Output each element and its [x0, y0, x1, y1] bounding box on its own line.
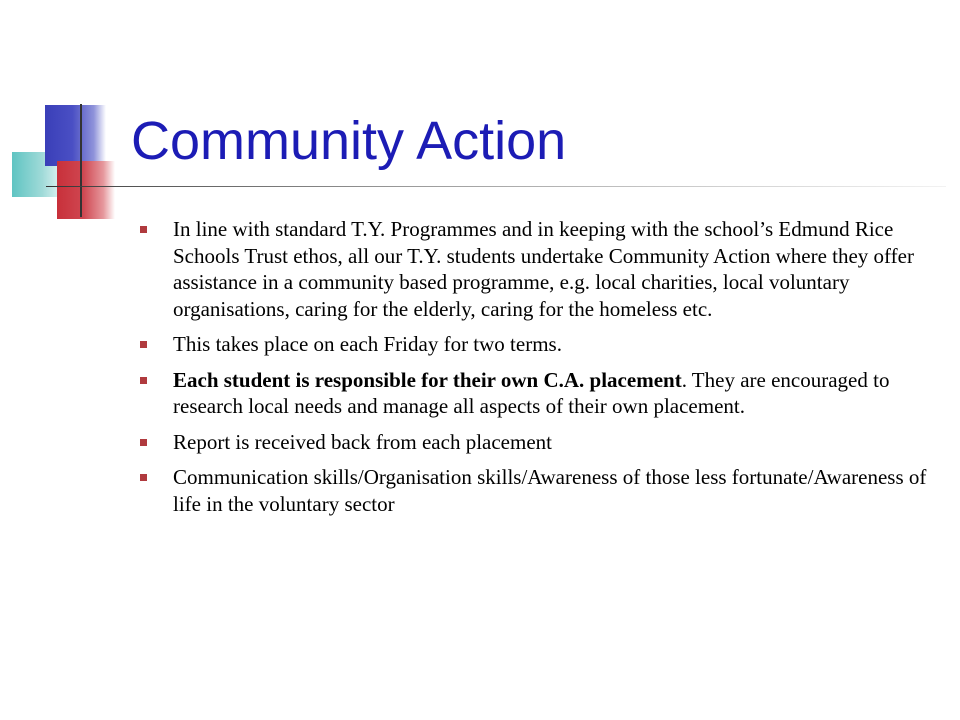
square-bullet-icon: [140, 377, 147, 384]
bullet-text: . They are encouraged to research local needs and manage all aspects of their own placement.: [173, 367, 890, 418]
title-underline: [46, 186, 946, 187]
bullet-text: This takes place on each Friday for two terms.: [173, 332, 562, 356]
slide-title: Community Action: [131, 111, 567, 171]
bullet-text: Report is received back from each placement: [173, 429, 552, 454]
decorative-blue-block: [45, 105, 106, 166]
square-bullet-icon: [140, 474, 147, 481]
square-bullet-icon: [140, 439, 147, 446]
bullet-bold-text: Each student is responsible for their own C.A. placement: [173, 367, 682, 392]
bullet-item: [137, 367, 937, 420]
bullet-text: Communication skills/Organisation skills/Awareness of those less fortunate/Awareness of life in the voluntary sector: [173, 465, 927, 516]
bullet-list: [137, 216, 937, 526]
square-bullet-icon: [140, 341, 147, 348]
bullet-item: [137, 216, 937, 322]
decorative-vertical-line: [80, 104, 82, 217]
bullet-item: [137, 464, 937, 517]
bullet-text: In line with standard T.Y. Programmes and in keeping with the school’s Edmund Rice Schools Trust ethos, all our T.Y. students undertake Community Action where they offer assistance in a community based programme, e.g. local charities, local voluntary organisations, caring for the elderly, caring for the homeless etc.: [173, 217, 914, 321]
square-bullet-icon: [140, 226, 147, 233]
bullet-item: [137, 429, 937, 456]
decorative-red-block: [57, 161, 115, 219]
bullet-item: [137, 331, 937, 358]
